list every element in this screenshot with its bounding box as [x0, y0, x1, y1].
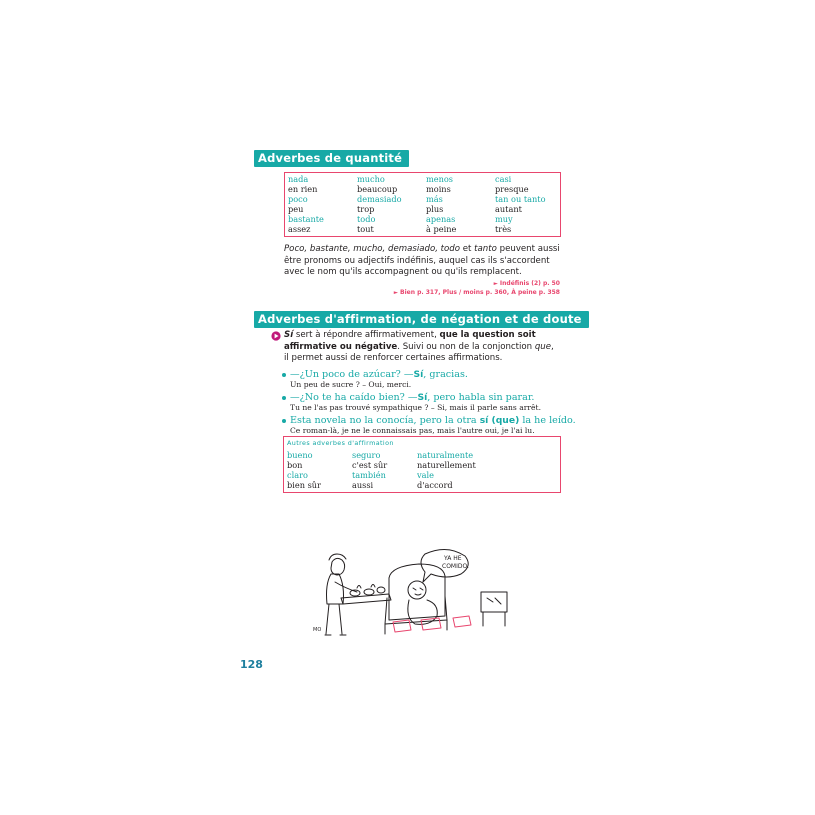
cartoon-illustration	[305, 548, 520, 643]
quantity-table	[284, 172, 561, 237]
bullet-dot-icon	[282, 373, 286, 377]
table-cell: menos moins	[426, 174, 454, 194]
example-item: —¿Un poco de azúcar? —Sí, gracias. Un peu de sucre ? – Oui, merci.	[290, 369, 468, 389]
table-cell: naturalmente naturellement	[417, 450, 476, 470]
bullet-dot-icon	[282, 396, 286, 400]
table-cell: muy très	[495, 214, 513, 234]
example-item: Esta novela no la conocía, pero la otra sí (que) la he leído. Ce roman-là, je ne le connaissais pas, mais l'autre oui, je l'ai lu.	[290, 415, 576, 435]
page-number: 128	[240, 658, 263, 671]
section-title-quantity: Adverbes de quantité	[254, 150, 409, 167]
speech-text-line2: COMIDO.	[442, 563, 469, 570]
box-title: Autres adverbes d'affirmation	[287, 439, 394, 447]
table-cell: casi presque	[495, 174, 529, 194]
table-cell: poco peu	[288, 194, 308, 214]
table-cell: más plus	[426, 194, 444, 214]
affirmation-intro: Sí sert à répondre affirmativement, que la question soit affirmative ou négative. Suivi ou non de la conjonction que, il permet aussi de renforcer certaines affirmations.	[284, 330, 554, 364]
speech-text-line1: YA HE	[444, 555, 462, 562]
example-item: —¿No te ha caído bien? —Sí, pero habla sin parar. Tu ne l'as pas trouvé sympathique ? – Si, mais il parle sans arrêt.	[290, 392, 541, 412]
cross-reference-bien-plus[interactable]: ► Bien p. 317, Plus / moins p. 360, À peine p. 358	[393, 289, 560, 296]
table-cell: nada en rien	[288, 174, 318, 194]
section-title-affirmation: Adverbes d'affirmation, de négation et de doute	[254, 311, 589, 328]
table-cell: tan ou tanto autant	[495, 194, 546, 214]
table-cell: seguro c'est sûr	[352, 450, 388, 470]
table-cell: vale d'accord	[417, 470, 453, 490]
table-cell: mucho beaucoup	[357, 174, 398, 194]
table-cell: apenas à peine	[426, 214, 457, 234]
table-cell: bastante assez	[288, 214, 324, 234]
table-cell: bueno bon	[287, 450, 313, 470]
woman-head	[331, 558, 345, 575]
table-cell: todo tout	[357, 214, 376, 234]
table-cell: también aussi	[352, 470, 386, 490]
play-bullet-icon	[271, 331, 281, 341]
bullet-dot-icon	[282, 419, 286, 423]
table-cell: demasiado trop	[357, 194, 402, 214]
artist-signature: MO	[313, 627, 322, 633]
cross-reference-indefinis[interactable]: ► Indéfinis (2) p. 50	[493, 280, 560, 287]
table-cell: claro bien sûr	[287, 470, 321, 490]
other-affirmation-box	[283, 436, 561, 493]
quantity-paragraph: Poco, bastante, mucho, demasiado, todo et tanto peuvent aussi être pronoms ou adjectifs indéfinis, auquel cas ils s'accordent avec le nom qu'ils accompagnent ou qu'ils remplacent.	[284, 244, 560, 278]
tv-box	[481, 592, 507, 612]
